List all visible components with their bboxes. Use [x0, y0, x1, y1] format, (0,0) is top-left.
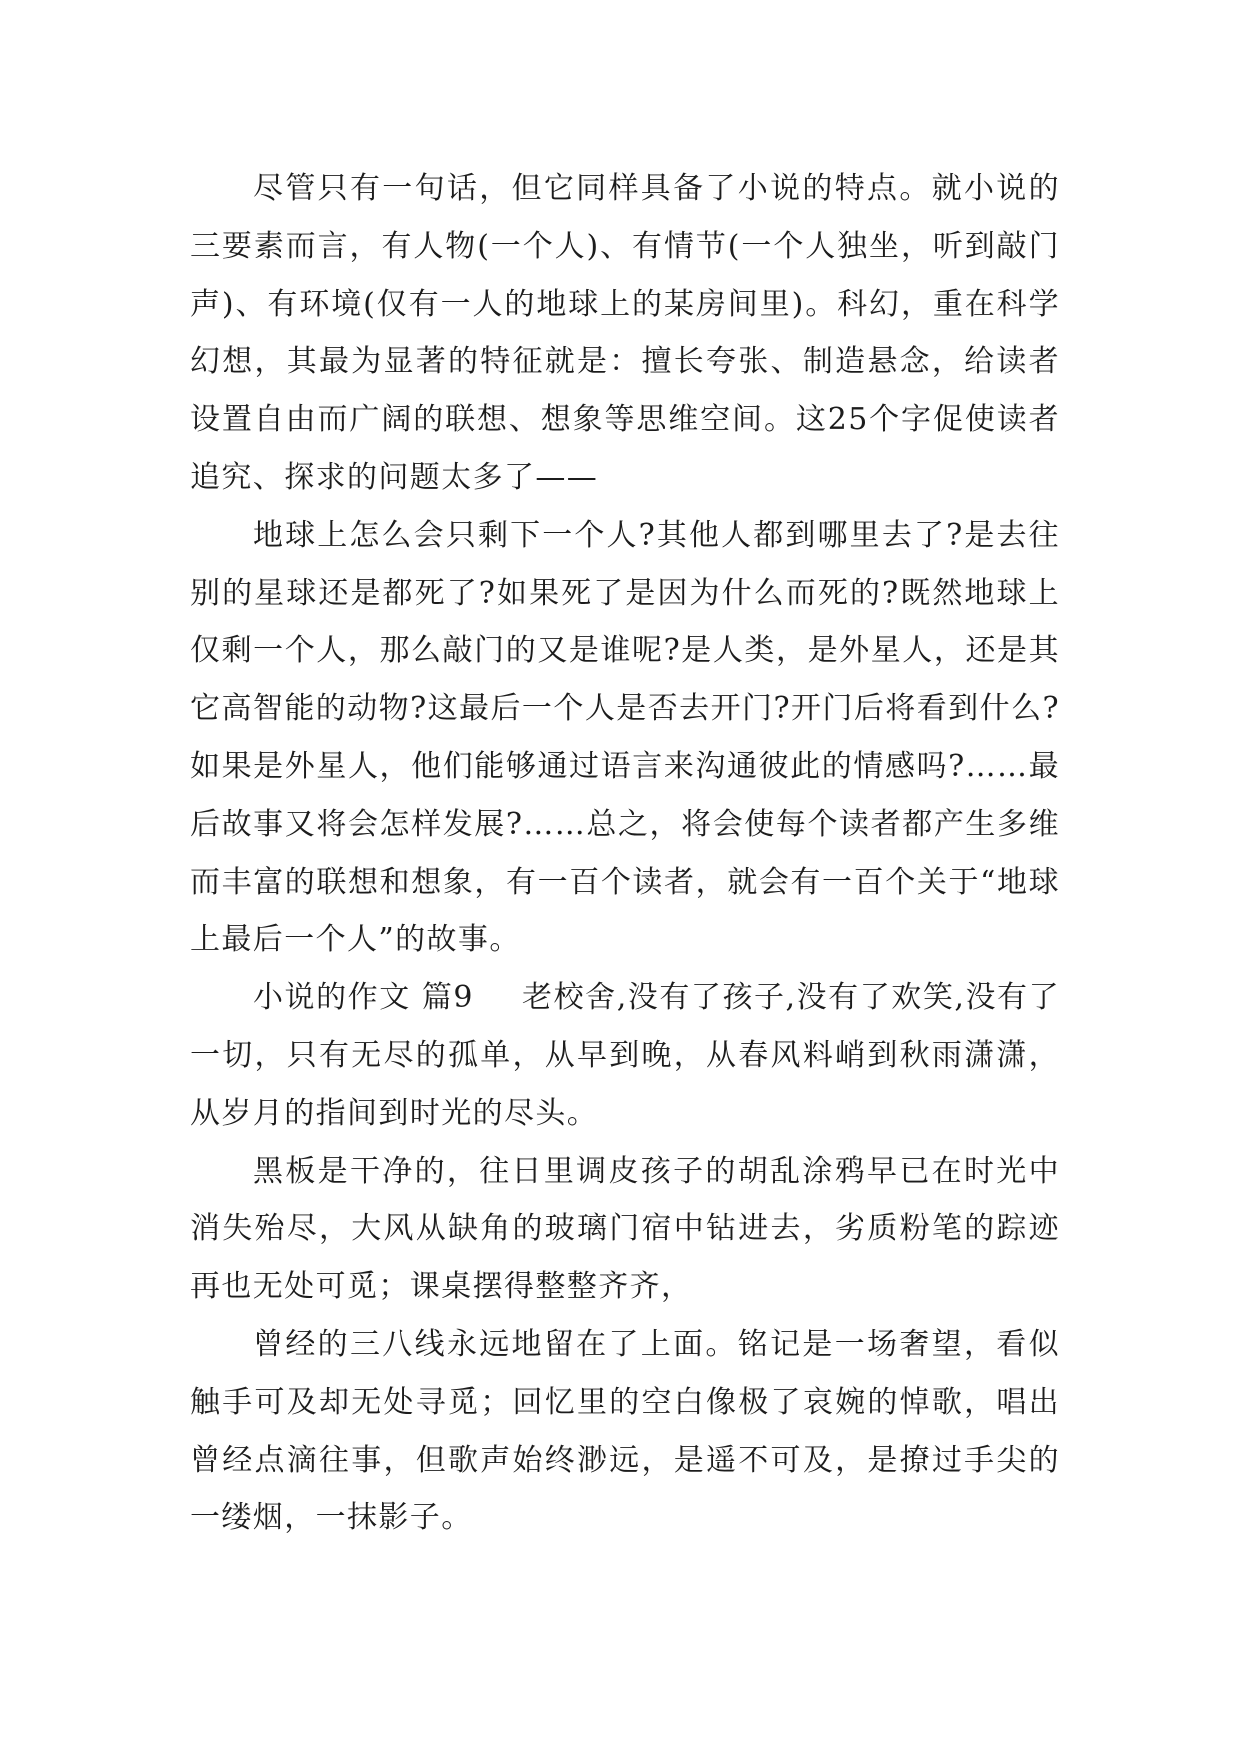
paragraph-4: 黑板是干净的，往日里调皮孩子的胡乱涂鸦早已在时光中消失殆尽，大风从缺角的玻璃门宿中钻进去，劣质粉笔的踪迹再也无处可觅；课桌摆得整整齐齐， [190, 1153, 1060, 1305]
document-body [190, 160, 1060, 1547]
paragraph-2: 地球上怎么会只剩下一个人?其他人都到哪里去了?是去往别的星球还是都死了?如果死了是因为什么而死的?既然地球上仅剩一个人，那么敲门的又是谁呢?是人类，是外星人，还是其它高智能的动物?这最后一个人是否去开门?开门后将看到什么?如果是外星人，他们能够通过语言来沟通彼此的情感吗?……最后故事又将会怎样发展?……总之，将会使每个读者都产生多维而丰富的联想和想象，有一百个读者，就会有一百个关于“地球上最后一个人”的故事。 [190, 517, 1060, 958]
section-paragraph [190, 969, 1060, 1142]
paragraph-5: 曾经的三八线永远地留在了上面。铭记是一场奢望，看似触手可及却无处寻觅；回忆里的空白像极了哀婉的悼歌，唱出曾经点滴往事，但歌声始终渺远，是遥不可及，是撩过手尖的一缕烟，一抹影子。 [190, 1326, 1060, 1536]
section-heading: 小说的作文 篇9 [253, 980, 474, 1016]
paragraph-1: 尽管只有一句话，但它同样具备了小说的特点。就小说的三要素而言，有人物(一个人)、有情节(一个人独坐，听到敲门声)、有环境(仅有一人的地球上的某房间里)。科幻，重在科学幻想，其最为显著的特征就是：擅长夸张、制造悬念，给读者设置自由而广阔的联想、想象等思维空间。这25个字促使读者追究、探求的问题太多了—— [190, 171, 1060, 495]
section-text: 老校舍,没有了孩子,没有了欢笑,没有了一切，只有无尽的孤单，从早到晚，从春风料峭到秋雨潇潇，从岁月的指间到时光的尽头。 [190, 980, 1060, 1131]
